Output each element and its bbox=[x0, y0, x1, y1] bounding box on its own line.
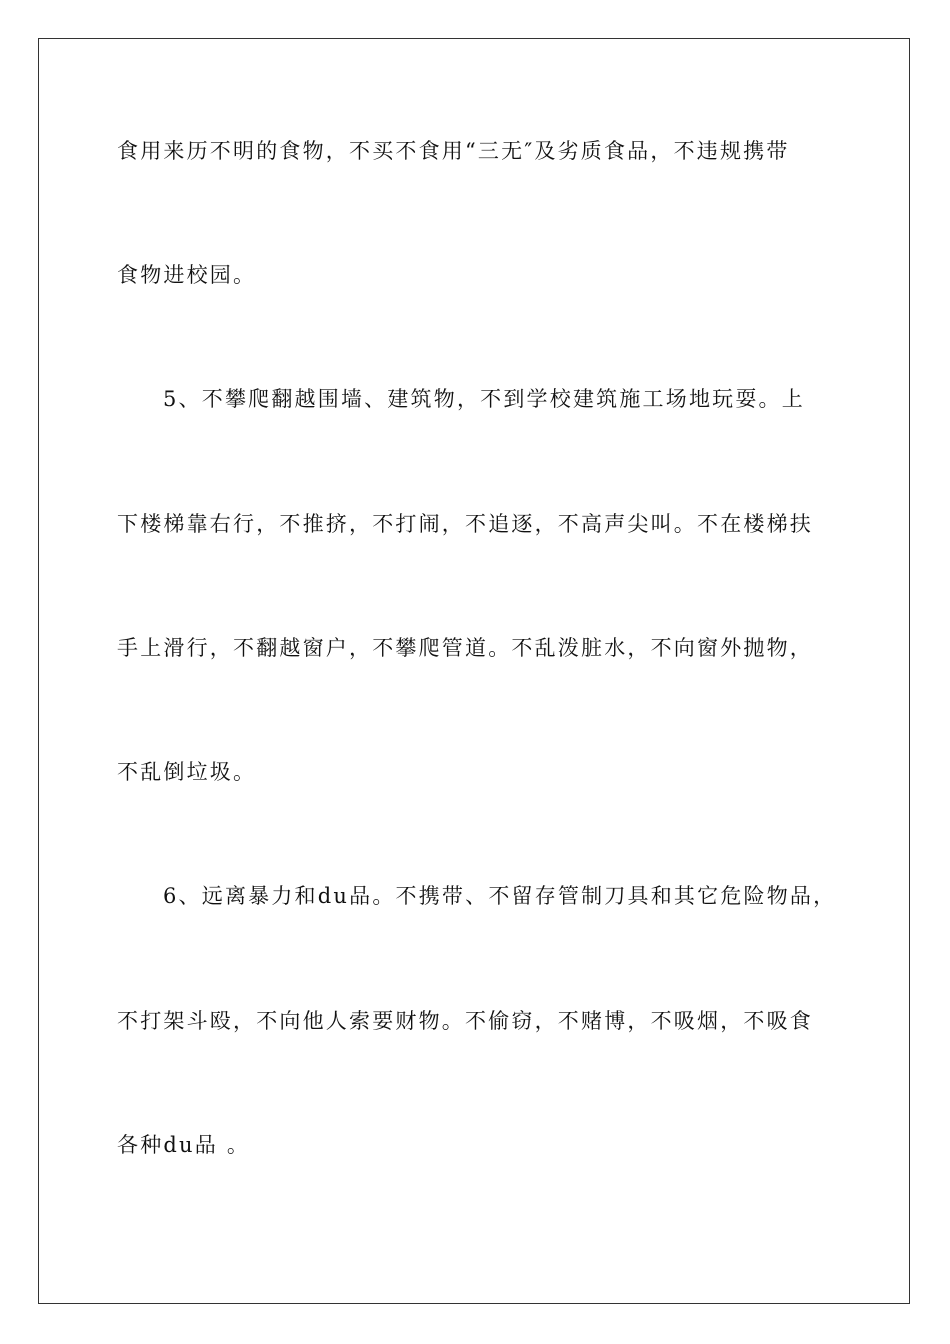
text-line: 食用来历不明的食物，不买不食用“三无″及劣质食品，不违规携带 bbox=[117, 139, 790, 163]
text-line: 手上滑行，不翻越窗户，不攀爬管道。不乱泼脏水，不向窗外抛物， bbox=[117, 636, 813, 660]
paragraph-5-start: 5、不攀爬翻越围墙、建筑物，不到学校建筑施工场地玩耍。上 bbox=[163, 387, 805, 411]
text-line: 食物进校园。 bbox=[117, 263, 257, 287]
text-line: 不乱倒垃圾。 bbox=[117, 760, 257, 784]
text-line: 下楼梯靠右行，不推挤，不打闹，不追逐，不高声尖叫。不在楼梯扶 bbox=[117, 512, 813, 536]
text-line: 不打架斗殴，不向他人索要财物。不偷窃，不赌博，不吸烟，不吸食 bbox=[117, 1009, 813, 1033]
paragraph-6-start: 6、远离暴力和du品。不携带、不留存管制刀具和其它危险物品， bbox=[163, 884, 837, 908]
text-line: 各种du品 。 bbox=[117, 1133, 251, 1157]
page-border bbox=[38, 38, 910, 1304]
